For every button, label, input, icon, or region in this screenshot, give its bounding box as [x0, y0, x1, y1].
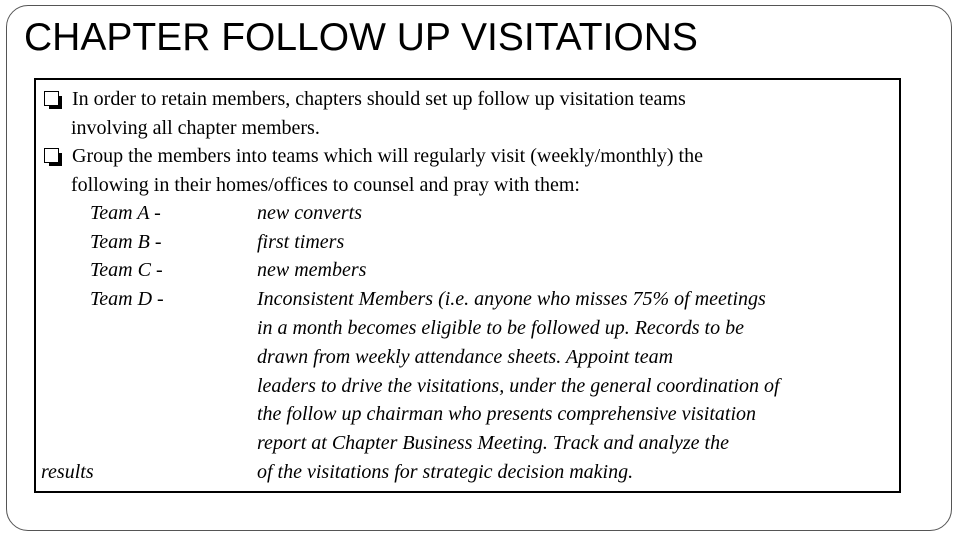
team-d-label: Team D -: [90, 288, 164, 310]
team-b-target: first timers: [257, 231, 345, 253]
team-d-continuation-line: of the visitations for strategic decision making.: [257, 461, 634, 483]
bullet-2-line-2: following in their homes/offices to counsel and pray with them:: [71, 174, 580, 196]
page-title: CHAPTER FOLLOW UP VISITATIONS: [24, 16, 698, 59]
bullet-2-line-1: Group the members into teams which will regularly visit (weekly/monthly) the: [72, 145, 703, 167]
team-d-target: Inconsistent Members (i.e. anyone who misses 75% of meetings: [257, 288, 766, 310]
team-d-continuation-line: leaders to drive the visitations, under the general coordination of: [257, 375, 780, 397]
square-bullet-icon: [44, 91, 59, 106]
team-a-target: new converts: [257, 202, 362, 224]
results-word: results: [41, 461, 94, 483]
team-d-continuation-line: in a month becomes eligible to be followed up. Records to be: [257, 317, 744, 339]
bullet-1-line-1: In order to retain members, chapters should set up follow up visitation teams: [72, 88, 686, 110]
bullet-1-line-2: involving all chapter members.: [71, 117, 320, 139]
team-d-continuation-line: the follow up chairman who presents comprehensive visitation: [257, 403, 757, 425]
team-b-label: Team B -: [90, 231, 162, 253]
square-bullet-icon: [44, 148, 59, 163]
team-d-continuation-line: report at Chapter Business Meeting. Track and analyze the: [257, 432, 729, 454]
team-c-target: new members: [257, 259, 367, 281]
team-a-label: Team A -: [90, 202, 161, 224]
team-c-label: Team C -: [90, 259, 163, 281]
team-d-continuation-line: drawn from weekly attendance sheets. Appoint team: [257, 346, 674, 368]
